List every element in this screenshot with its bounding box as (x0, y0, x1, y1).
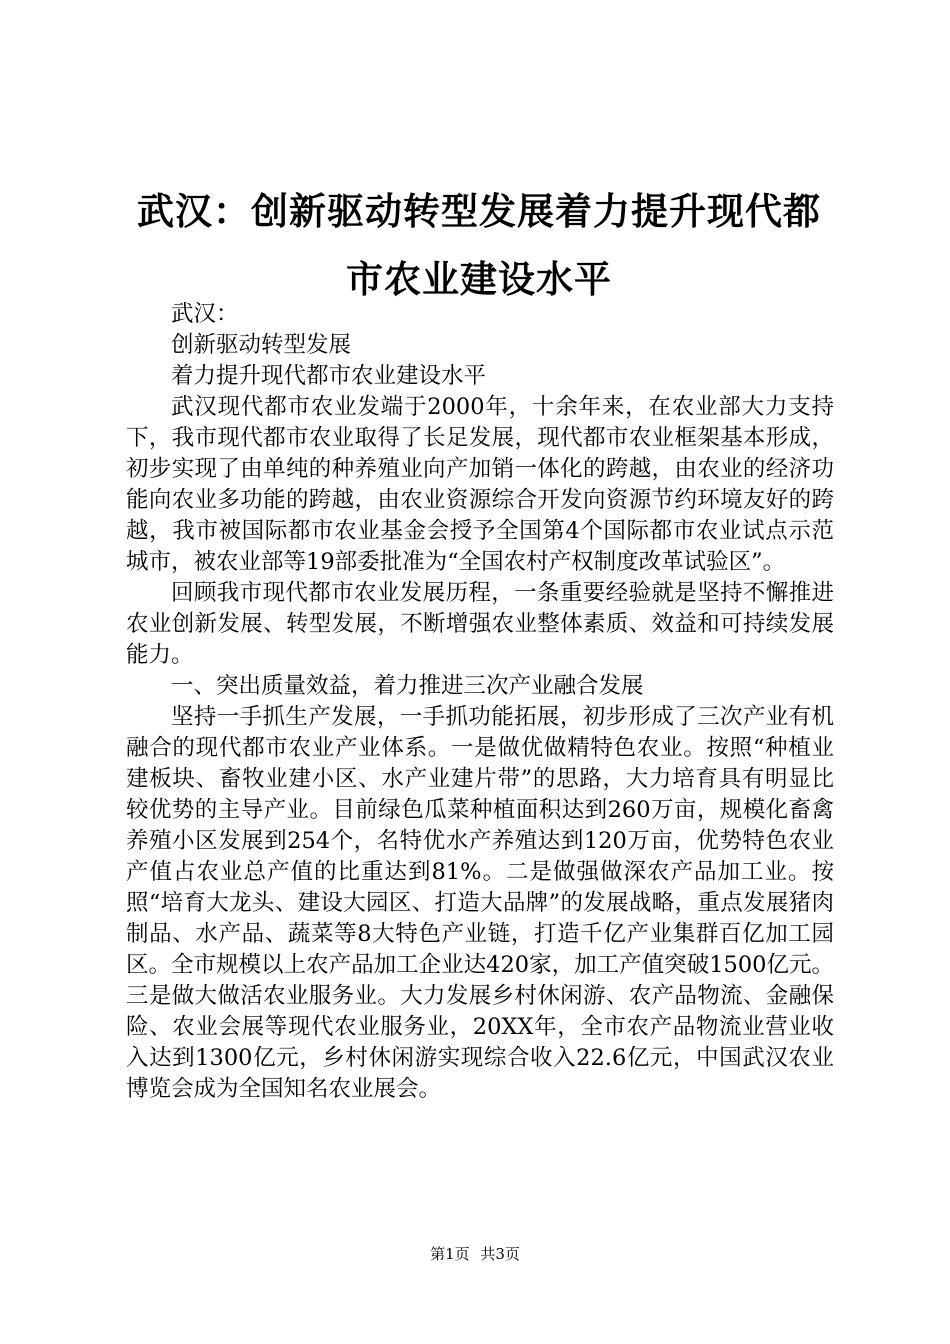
paragraph: 武汉现代都市农业发端于2000年，十余年来，在农业部大力支持下，我市现代都市农业取得了长足发展，现代都市农业框架基本形成，初步实现了由单纯的种养殖业向产加销一体化的跨越，由农业的经济功能向农业多功能的跨越，由农业资源综合开发向资源节约环境友好的跨越，我市被国际都市农业基金会授予全国第4个国际都市农业试点示范城市，被农业部等19部委批准为“全国农村产权制度改革试验区”。 (126, 394, 834, 575)
paragraph: 武汉： (171, 301, 239, 327)
page-number: 第1页 (430, 1245, 470, 1263)
document-title: 武汉：创新驱动转型发展着力提升现代都市农业建设水平 (137, 190, 821, 301)
paragraph: 创新驱动转型发展 (171, 332, 352, 358)
paragraph: 回顾我市现代都市农业发展历程，一条重要经验就是坚持不懈推进农业创新发展、转型发展，不断增强农业整体素质、效益和可持续发展能力。 (126, 580, 834, 668)
section-heading: 一、突出质量效益，着力推进三次产业融合发展 (171, 673, 644, 699)
page-footer (0, 1244, 950, 1264)
page-total: 共3页 (480, 1245, 520, 1263)
paragraph: 着力提升现代都市农业建设水平 (171, 363, 487, 389)
document-body (126, 299, 834, 1105)
paragraph: 坚持一手抓生产发展，一手抓功能拓展，初步形成了三次产业有机融合的现代都市农业产业体系。一是做优做精特色农业。按照“种植业建板块、畜牧业建小区、水产业建片带”的思路，大力培育具有明显比较优势的主导产业。目前绿色瓜菜种植面积达到260万亩，规模化畜禽养殖小区发展到254个，名特优水产养殖达到120万亩，优势特色农业产值占农业总产值的比重达到81%。二是做强做深农产品加工业。按照“培育大龙头、建设大园区、打造大品牌”的发展战略，重点发展猪肉制品、水产品、蔬菜等8大特色产业链，打造千亿产业集群百亿加工园区。全市规模以上农产品加工企业达420家，加工产值突破1500亿元。三是做大做活农业服务业。大力发展乡村休闲游、农产品物流、金融保险、农业会展等现代农业服务业，20XX年，全市农产品物流业营业收入达到1300亿元，乡村休闲游实现综合收入22.6亿元，中国武汉农业博览会成为全国知名农业展会。 (126, 704, 834, 1102)
